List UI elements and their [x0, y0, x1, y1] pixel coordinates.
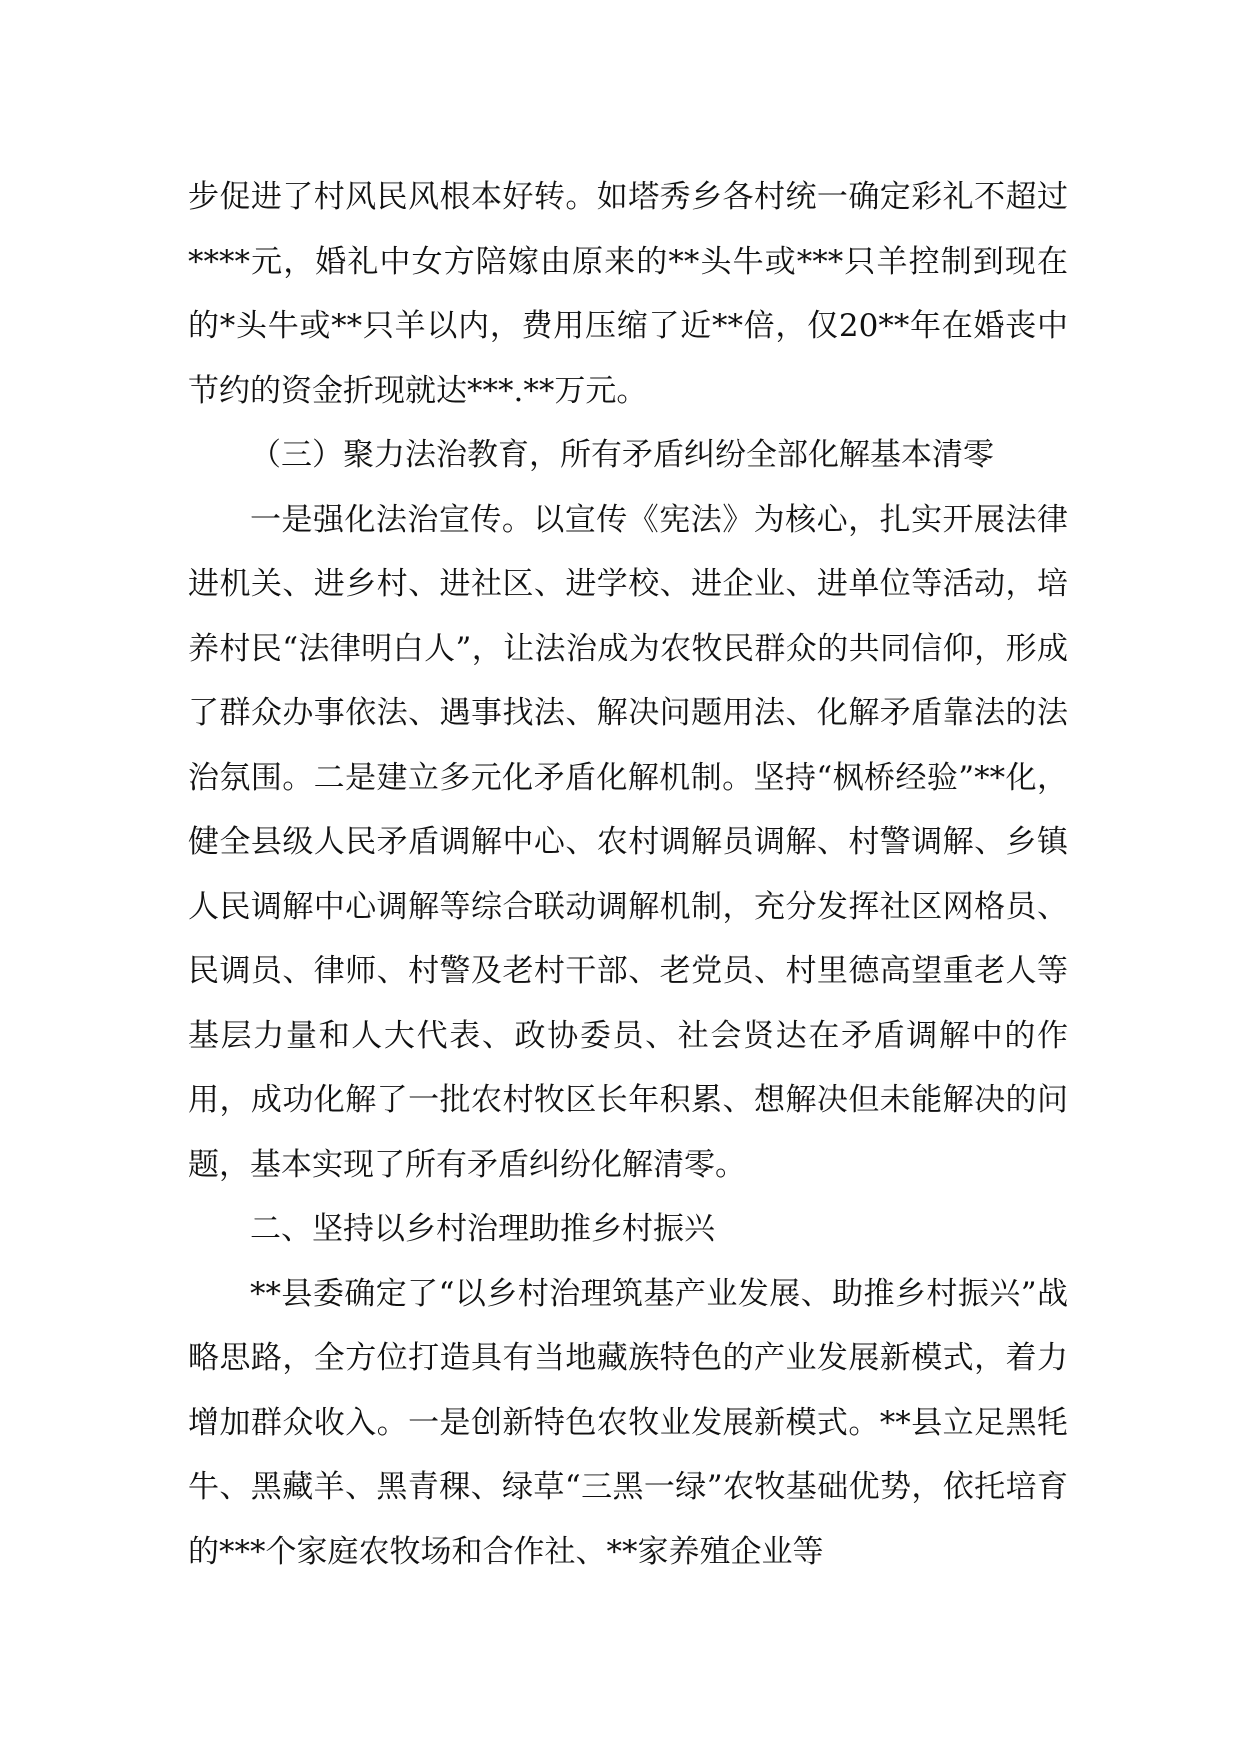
- document-body: [188, 165, 1068, 1584]
- paragraph-continuation: 步促进了村风民风根本好转。如塔秀乡各村统一确定彩礼不超过****元，婚礼中女方陪嫁由原来的**头牛或***只羊控制到现在的*头牛或**只羊以内，费用压缩了近**倍，仅20**年在婚丧中节约的资金折现就达***.**万元。: [188, 179, 1068, 409]
- section-heading-three: （三）聚力法治教育，所有矛盾纠纷全部化解基本清零: [250, 437, 994, 473]
- paragraph-legal-education: 一是强化法治宣传。以宣传《宪法》为核心，扎实开展法律进机关、进乡村、进社区、进学校、进企业、进单位等活动，培养村民“法律明白人”，让法治成为农牧民群众的共同信仰，形成了群众办事依法、遇事找法、解决问题用法、化解矛盾靠法的法治氛围。二是建立多元化矛盾化解机制。坚持“枫桥经验”**化，健全县级人民矛盾调解中心、农村调解员调解、村警调解、乡镇人民调解中心调解等综合联动调解机制，充分发挥社区网格员、民调员、律师、村警及老村干部、老党员、村里德高望重老人等基层力量和人大代表、政协委员、社会贤达在矛盾调解中的作用，成功化解了一批农村牧区长年积累、想解决但未能解决的问题，基本实现了所有矛盾纠纷化解清零。: [188, 501, 1068, 1183]
- section-heading-two: 二、坚持以乡村治理助推乡村振兴: [250, 1211, 715, 1247]
- paragraph-rural-revitalization: **县委确定了“以乡村治理筑基产业发展、助推乡村振兴”战略思路，全方位打造具有当地藏族特色的产业发展新模式，着力增加群众收入。一是创新特色农牧业发展新模式。**县立足黑牦牛、黑藏羊、黑青稞、绿草“三黑一绿”农牧基础优势，依托培育的***个家庭农牧场和合作社、**家养殖企业等: [188, 1275, 1068, 1570]
